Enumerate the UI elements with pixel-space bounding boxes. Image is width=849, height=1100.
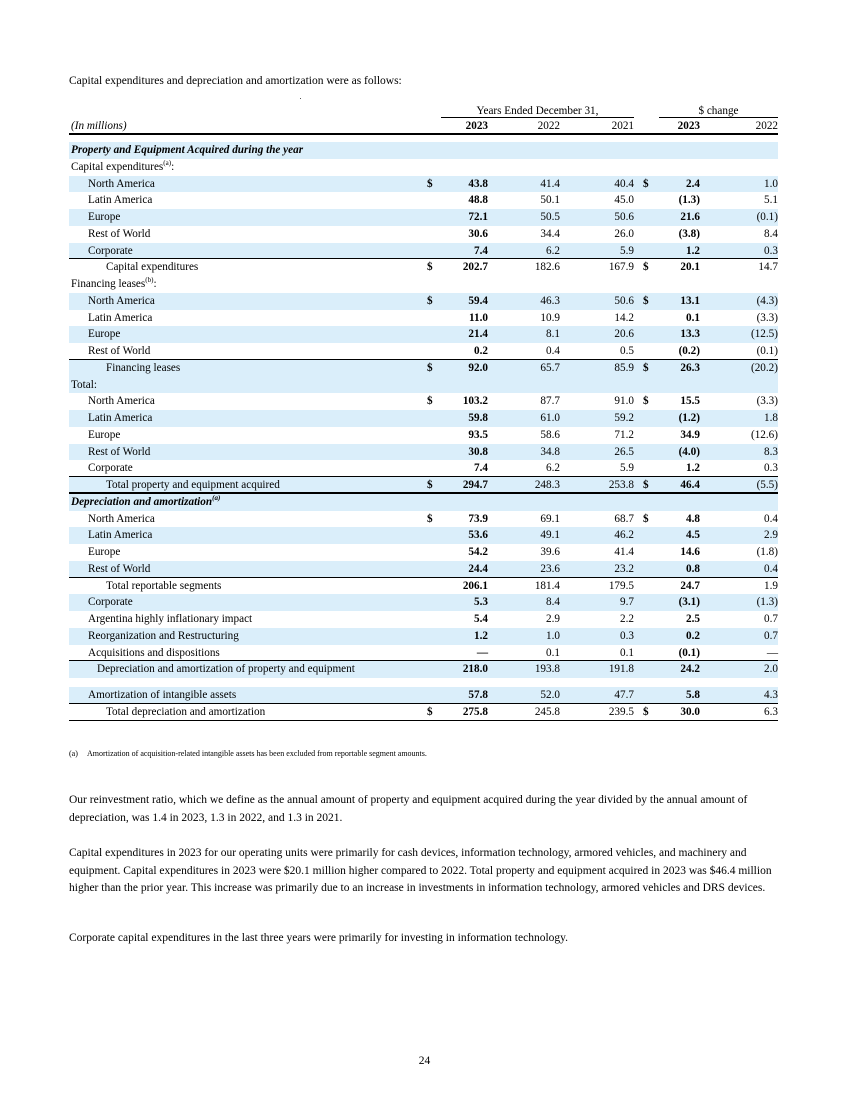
total-label-row [69, 377, 778, 394]
dep-value-2021: 0.3 [620, 629, 634, 642]
dep-row-label: Rest of World [88, 562, 151, 575]
header-row [69, 118, 778, 135]
fin-change-2022: (0.1) [756, 345, 778, 357]
total-row-label: North America [88, 395, 155, 408]
total-value-2022: 248.3 [534, 479, 560, 491]
header-change-2023: 2023 [677, 120, 700, 132]
capex-label: Capital expenditures$^{(a)}$: [71, 158, 175, 173]
total-value-2021: 26.5 [614, 445, 634, 458]
capex-row-label: Corporate [88, 244, 133, 257]
dep-row [69, 511, 778, 528]
fin-change-2022: (20.2) [750, 361, 778, 374]
dep-row-label: Argentina highly inflationary impact [88, 613, 253, 625]
dollar-sign: $ [643, 177, 649, 190]
fin-change-2023: 13.3 [680, 328, 700, 341]
fin-value-2023: 11.0 [469, 311, 488, 324]
capex-value-2021: 50.6 [614, 211, 634, 223]
dep-change-2023: 4.8 [686, 512, 700, 525]
fin-row [69, 343, 778, 360]
dep-row [69, 544, 778, 561]
total-value-2023: 93.5 [468, 428, 488, 441]
dep-change-2022: 4.3 [764, 689, 778, 701]
dep-change-2023: 0.2 [686, 629, 700, 642]
dep-value-2021: 2.2 [620, 613, 634, 625]
capex-value-2022: 41.4 [540, 177, 560, 190]
total-row-label: Rest of World [88, 445, 151, 458]
total-value-2023: 30.8 [468, 445, 488, 458]
footnote-text: Amortization of acquisition-related intangible assets has been excluded from reportable segment amounts. [87, 749, 427, 758]
dep-value-2023: 5.4 [474, 613, 488, 625]
dep-value-2021: 47.7 [614, 689, 634, 701]
fin-change-2023: 13.1 [680, 294, 700, 307]
fin-value-2023: 92.0 [468, 361, 488, 374]
total-value-2021: 91.0 [614, 395, 634, 408]
dep-change-2022: 0.4 [764, 512, 778, 525]
total-label: Total: [71, 378, 97, 391]
total-row-label: Corporate [88, 462, 133, 475]
fin-row [69, 360, 778, 377]
dep-change-2022: (1.8) [756, 546, 778, 558]
dep-value-2023: 54.2 [468, 546, 488, 558]
dep-value-2021: 46.2 [614, 529, 634, 542]
fin-value-2022: 65.7 [540, 361, 560, 374]
dep-value-2023: 218.0 [462, 663, 488, 676]
section-dep-header [69, 494, 778, 511]
dep-change-2023: 24.2 [680, 663, 700, 676]
fin-value-2021: 85.9 [614, 361, 634, 374]
total-value-2021: 71.2 [614, 428, 634, 441]
dep-value-2021: 191.8 [608, 663, 634, 676]
dep-row-label: Corporate [88, 596, 133, 609]
dollar-sign: $ [643, 512, 649, 525]
total-row [69, 477, 778, 494]
capex-row [69, 226, 778, 243]
total-change-2022: (12.6) [750, 428, 778, 441]
dep-row [69, 561, 778, 578]
dollar-sign: $ [643, 705, 649, 718]
fin-row-label: Latin America [88, 311, 153, 324]
capex-value-2023: 43.8 [468, 177, 488, 190]
capex-value-2021: 40.4 [614, 177, 634, 190]
fin-change-2023: 26.3 [680, 361, 700, 374]
total-value-2023: 294.7 [462, 479, 488, 491]
header-2022: 2022 [537, 120, 560, 132]
capex-value-2022: 50.5 [540, 211, 560, 223]
total-value-2021: 5.9 [620, 462, 634, 475]
total-value-2023: 7.4 [474, 462, 488, 475]
dep-value-2021: 0.1 [620, 646, 634, 659]
row-underline [69, 720, 778, 721]
header-years-ended: Years Ended December 31, [476, 105, 599, 117]
dollar-sign: $ [427, 479, 433, 491]
dep-change-2023: 4.5 [686, 529, 700, 542]
capex-change-2023: (1.3) [678, 194, 700, 207]
fin-row-label: Financing leases [106, 361, 181, 374]
dep-change-2022: 0.7 [764, 613, 778, 625]
dep-value-2021: 9.7 [620, 596, 634, 609]
fin-value-2021: 0.5 [620, 345, 634, 357]
fin-row [69, 326, 778, 343]
capex-row-label: Rest of World [88, 227, 151, 240]
capex-label-row [69, 159, 778, 176]
dep-change-2023: 30.0 [680, 705, 700, 718]
total-row [69, 427, 778, 444]
dep-value-2021: 179.5 [608, 579, 634, 592]
total-change-2022: 8.3 [764, 445, 778, 458]
dep-value-2021: 23.2 [614, 562, 634, 575]
fin-row-label: North America [88, 294, 155, 307]
capex-row-label: Capital expenditures [106, 261, 199, 274]
total-change-2023: (1.2) [678, 412, 700, 424]
total-change-2023: 34.9 [680, 428, 700, 441]
dep-change-2022: 0.4 [764, 562, 778, 575]
dep-change-2023: 24.7 [680, 579, 700, 592]
total-row-label: Latin America [88, 412, 153, 424]
dep-value-2021: 68.7 [614, 512, 634, 525]
intro-text: Capital expenditures and depreciation and amortization were as follows: [69, 75, 402, 87]
dep-row [69, 527, 778, 544]
dollar-sign: $ [427, 361, 433, 374]
dep-change-2023: 0.8 [686, 562, 700, 575]
capex-value-2022: 182.6 [534, 261, 560, 274]
capex-change-2023: 2.4 [686, 177, 700, 190]
dep-value-2022: 0.1 [546, 646, 560, 659]
dep-value-2022: 39.6 [540, 546, 560, 558]
capex-row [69, 243, 778, 260]
dep-row [69, 661, 778, 678]
capex-change-2022: (0.1) [756, 211, 778, 223]
header-change-2022: 2022 [755, 120, 778, 132]
dep-change-2022: 2.9 [764, 529, 778, 542]
fin-change-2023: (0.2) [678, 345, 700, 357]
spacer [69, 135, 778, 142]
fin-change-2022: (4.3) [756, 294, 778, 307]
dep-value-2022: 49.1 [540, 529, 560, 542]
capex-row [69, 259, 778, 276]
dep-row-label: Total reportable segments [106, 579, 222, 592]
capex-value-2023: 202.7 [462, 261, 488, 274]
total-value-2021: 253.8 [608, 479, 634, 491]
dep-row [69, 628, 778, 645]
capex-value-2021: 26.0 [614, 227, 634, 240]
header-dollar-change: $ change [698, 105, 739, 117]
stray-dot [300, 98, 301, 99]
dep-row-label: Reorganization and Restructuring [88, 629, 239, 642]
dep-change-2023: 5.8 [686, 689, 700, 701]
dep-value-2023: 24.4 [468, 562, 488, 575]
capex-value-2021: 167.9 [608, 261, 634, 274]
total-change-2023: 15.5 [680, 395, 700, 408]
dep-change-2022: (1.3) [756, 596, 778, 609]
capex-change-2022: 5.1 [764, 194, 778, 207]
capex-change-2023: 1.2 [686, 244, 700, 257]
dep-change-2022: 6.3 [764, 705, 778, 718]
fin-row-label: Rest of World [88, 345, 151, 357]
fin-value-2022: 46.3 [540, 294, 560, 307]
dep-row [69, 578, 778, 595]
dollar-sign: $ [643, 361, 649, 374]
capex-value-2022: 50.1 [540, 194, 560, 207]
header-groups [69, 104, 778, 118]
fin-value-2022: 8.1 [546, 328, 560, 341]
dep-row [69, 645, 778, 662]
dep-change-2023: 14.6 [680, 546, 700, 558]
total-change-2023: (4.0) [678, 445, 700, 458]
fin-value-2021: 14.2 [614, 311, 634, 324]
spacer [69, 678, 778, 687]
fin-value-2023: 21.4 [468, 328, 488, 341]
fin-value-2021: 50.6 [614, 294, 634, 307]
section-dep-title: Depreciation and amortization$^{(a)}$ [71, 493, 221, 508]
fin-change-2022: (3.3) [756, 311, 778, 324]
capex-value-2022: 34.4 [540, 227, 560, 240]
capex-value-2023: 7.4 [474, 244, 488, 257]
capex-row [69, 176, 778, 193]
capex-value-2023: 48.8 [468, 194, 488, 207]
dep-row-label: North America [88, 512, 155, 525]
dep-value-2021: 41.4 [614, 546, 634, 558]
capex-change-2022: 14.7 [758, 261, 778, 274]
dep-value-2022: 8.4 [546, 596, 560, 609]
capex-value-2022: 6.2 [546, 244, 560, 257]
dep-value-2022: 52.0 [540, 689, 560, 701]
dep-change-2022: — [766, 646, 778, 659]
capex-change-2022: 8.4 [764, 227, 778, 240]
capex-row-label: Europe [88, 211, 121, 223]
dep-value-2023: 53.6 [468, 529, 488, 542]
capex-row-label: Latin America [88, 194, 153, 207]
section-property-header [69, 142, 778, 159]
total-row-label: Total property and equipment acquired [106, 479, 280, 491]
dep-value-2023: 57.8 [468, 689, 488, 701]
capex-row-label: North America [88, 177, 155, 190]
capex-change-2022: 0.3 [764, 244, 778, 257]
dep-row [69, 687, 778, 704]
total-value-2023: 59.8 [468, 412, 488, 424]
paragraph-reinvestment: Our reinvestment ratio, which we define as the annual amount of property and equipment acquired during the year divided by the annual amount of depreciation, was 1.4 in 2023, 1.3 in 2022, and 1.3 in 2021. [69, 794, 748, 824]
total-value-2022: 61.0 [540, 412, 560, 424]
total-change-2023: 46.4 [680, 479, 700, 491]
dep-row [69, 704, 778, 721]
capex-value-2023: 30.6 [468, 227, 488, 240]
paragraph-capex-2023: Capital expenditures in 2023 for our operating units were primarily for cash devices, information technology, armored vehicles, and machinery and equipment. Capital expenditures in 2023 were $20.1 million higher compared to 2022. Total property and equipment acquired in 2023 was $46.4 million higher than the prior year. This increase was primarily due to an increase in investments in information technology, armored vehicles and DRS devices. [69, 847, 772, 894]
header-2021: 2021 [611, 120, 634, 132]
dollar-sign: $ [643, 294, 649, 307]
dollar-sign: $ [427, 705, 433, 718]
dep-row-label: Latin America [88, 529, 153, 542]
capex-row [69, 192, 778, 209]
dep-row [69, 611, 778, 628]
total-row [69, 393, 778, 410]
dep-change-2022: 2.0 [764, 663, 778, 676]
dep-value-2022: 245.8 [534, 705, 560, 718]
dollar-sign: $ [643, 479, 649, 491]
capex-value-2023: 72.1 [468, 211, 488, 223]
dep-change-2023: (3.1) [678, 596, 700, 609]
fin-value-2023: 0.2 [474, 345, 488, 357]
total-value-2022: 87.7 [540, 395, 560, 408]
fin-value-2023: 59.4 [468, 294, 488, 307]
dep-value-2022: 23.6 [540, 562, 560, 575]
dep-row [69, 594, 778, 611]
capex-change-2023: (3.8) [678, 227, 700, 240]
dep-value-2022: 193.8 [534, 663, 560, 676]
dollar-sign: $ [643, 395, 649, 408]
dep-value-2022: 2.9 [546, 613, 560, 625]
capex-table [69, 104, 778, 721]
dep-value-2022: 181.4 [534, 579, 560, 592]
total-change-2022: 1.8 [764, 412, 778, 424]
total-change-2022: (3.3) [756, 395, 778, 408]
page-number: 24 [418, 1055, 431, 1067]
dollar-sign: $ [427, 294, 433, 307]
paragraph-corporate: Corporate capital expenditures in the last three years were primarily for investing in information technology. [69, 932, 569, 944]
dep-row-label: Acquisitions and dispositions [88, 646, 220, 659]
footnote [69, 749, 427, 758]
capex-change-2023: 20.1 [680, 261, 700, 274]
dollar-sign: $ [643, 261, 649, 274]
dollar-sign: $ [427, 395, 433, 408]
total-value-2023: 103.2 [462, 395, 488, 408]
dollar-sign: $ [427, 177, 433, 190]
dep-row-label: Europe [88, 546, 121, 558]
fin-row [69, 293, 778, 310]
total-row [69, 444, 778, 461]
fin-label-row [69, 276, 778, 293]
total-change-2022: (5.5) [756, 479, 778, 491]
dep-value-2021: 239.5 [608, 705, 634, 718]
fin-row-label: Europe [88, 328, 121, 341]
fin-change-2022: (12.5) [750, 328, 778, 341]
total-row-label: Europe [88, 428, 121, 441]
total-change-2023: 1.2 [686, 462, 700, 475]
dep-value-2023: 1.2 [474, 629, 488, 642]
fin-value-2021: 20.6 [614, 328, 634, 341]
dep-value-2022: 69.1 [540, 512, 560, 525]
capex-change-2023: 21.6 [680, 211, 700, 223]
dep-row-label: Total depreciation and amortization [106, 705, 266, 718]
total-value-2022: 58.6 [540, 428, 560, 441]
dep-change-2023: 2.5 [686, 613, 700, 625]
fin-label: Financing leases$^{(b)}$: [71, 276, 157, 290]
dep-value-2023: 275.8 [462, 705, 488, 718]
total-value-2022: 6.2 [546, 462, 560, 475]
total-value-2021: 59.2 [614, 412, 634, 424]
dep-row-label: Amortization of intangible assets [88, 689, 237, 701]
dep-value-2023: 206.1 [462, 579, 488, 592]
capex-row [69, 209, 778, 226]
dep-row-label: Depreciation and amortization of property and equipment [97, 663, 355, 676]
capex-change-2022: 1.0 [764, 177, 778, 190]
header-in-millions: (In millions) [71, 120, 127, 132]
fin-change-2023: 0.1 [686, 311, 700, 324]
dep-change-2022: 0.7 [764, 629, 778, 642]
fin-row [69, 310, 778, 327]
capex-value-2021: 45.0 [614, 194, 634, 207]
dollar-sign: $ [427, 261, 433, 274]
fin-value-2022: 10.9 [540, 311, 560, 324]
dep-value-2023: — [476, 646, 488, 659]
dollar-sign: $ [427, 512, 433, 525]
total-row [69, 410, 778, 427]
capex-value-2021: 5.9 [620, 244, 634, 257]
header-2023: 2023 [465, 120, 488, 132]
dep-value-2022: 1.0 [546, 629, 560, 642]
dep-change-2022: 1.9 [764, 579, 778, 592]
section-property-title: Property and Equipment Acquired during the year [71, 144, 304, 156]
total-row [69, 460, 778, 477]
total-value-2022: 34.8 [540, 445, 560, 458]
fin-value-2022: 0.4 [546, 345, 560, 357]
dep-change-2023: (0.1) [678, 646, 700, 659]
dep-value-2023: 5.3 [474, 596, 488, 609]
total-change-2022: 0.3 [764, 462, 778, 475]
dep-value-2023: 73.9 [468, 512, 488, 525]
footnote-tag: (a) [69, 749, 78, 758]
